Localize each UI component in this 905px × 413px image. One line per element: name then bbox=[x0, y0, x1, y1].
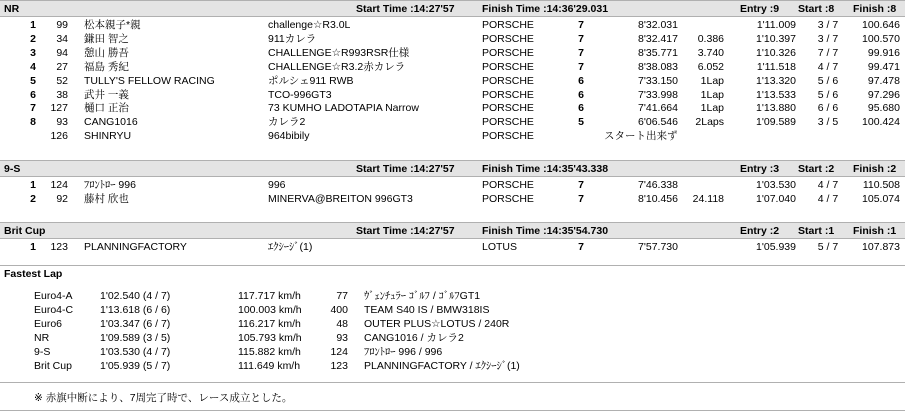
cell-maker: PORSCHE bbox=[482, 32, 534, 45]
finish-count: Finish :1 bbox=[853, 225, 897, 237]
fastest-who: ｳﾞｪﾝﾁｭﾗｰ ｺﾞﾙﾌ / ｺﾞﾙﾌGT1 bbox=[364, 290, 481, 302]
cell-car: 996 bbox=[268, 179, 286, 191]
cell-driver: PLANNINGFACTORY bbox=[84, 241, 187, 253]
fastest-lap-row bbox=[0, 290, 905, 303]
fastest-lap-header bbox=[0, 265, 905, 282]
cell-no: 126 bbox=[50, 130, 68, 143]
cell-car: CHALLENGE☆R993RSR仕様 bbox=[268, 46, 410, 59]
cell-pos: 2 bbox=[30, 32, 36, 45]
fastest-lap-row bbox=[0, 360, 905, 373]
cell-bl: 6 / 6 bbox=[817, 102, 839, 115]
cell-maker: PORSCHE bbox=[482, 19, 534, 31]
cell-maker: LOTUS bbox=[482, 241, 518, 253]
cell-spd: 100.646 bbox=[862, 19, 900, 31]
cell-driver: ﾌﾛﾝﾄﾛｰ 996 bbox=[84, 179, 136, 191]
cell-car: MINERVA@BREITON 996GT3 bbox=[268, 192, 413, 205]
cell-best: 1'13.533 bbox=[756, 88, 796, 101]
entry-count: Entry :2 bbox=[740, 225, 780, 237]
fastest-kmh: 116.217 km/h bbox=[238, 318, 301, 330]
start-time: Start Time :14:27'57 bbox=[356, 163, 455, 175]
cell-spd: 95.680 bbox=[867, 102, 900, 115]
cell-car: challenge☆R3.0L bbox=[268, 19, 351, 31]
cell-best: 1'07.040 bbox=[756, 192, 796, 205]
fastest-who: PLANNINGFACTORY / ｴｸｼｰｼﾞ(1) bbox=[364, 360, 520, 372]
fastest-who: OUTER PLUS☆LOTUS / 240R bbox=[364, 318, 510, 330]
fastest-no: 93 bbox=[336, 332, 348, 344]
divider-line bbox=[0, 382, 905, 383]
cell-car: ポルシェ911 RWB bbox=[268, 74, 354, 87]
cell-car: ｴｸｼｰｼﾞ(1) bbox=[268, 241, 313, 253]
finish-time: Finish Time :14:35'54.730 bbox=[482, 225, 609, 237]
fastest-who: ﾌﾛﾝﾄﾛｰ 996 / 996 bbox=[364, 346, 443, 358]
cell-maker: PORSCHE bbox=[482, 46, 534, 59]
fastest-kmh: 117.717 km/h bbox=[238, 290, 301, 302]
start-count: Start :1 bbox=[798, 225, 835, 237]
fastest-lap-row bbox=[0, 332, 905, 345]
cell-maker: PORSCHE bbox=[482, 60, 534, 73]
cell-gap: 24.118 bbox=[692, 192, 724, 205]
cell-no: 94 bbox=[56, 46, 68, 59]
cell-time: 7'57.730 bbox=[638, 241, 678, 253]
fastest-kmh: 111.649 km/h bbox=[238, 360, 301, 372]
section-header-2 bbox=[0, 222, 905, 239]
cell-no: 127 bbox=[50, 102, 68, 115]
cell-time: 8'35.771 bbox=[638, 46, 678, 59]
cell-maker: PORSCHE bbox=[482, 179, 534, 191]
fastest-lap-title: Fastest Lap bbox=[4, 268, 63, 280]
cell-best: 1'11.518 bbox=[756, 60, 796, 73]
cell-no: 27 bbox=[56, 60, 68, 73]
cell-no: 38 bbox=[56, 88, 68, 101]
class-name: NR bbox=[4, 3, 20, 15]
cell-bl: 5 / 6 bbox=[817, 88, 839, 101]
cell-spd: 105.074 bbox=[862, 192, 900, 205]
cell-maker: PORSCHE bbox=[482, 88, 534, 101]
fastest-lap-row bbox=[0, 304, 905, 317]
cell-no: 52 bbox=[56, 74, 68, 87]
fastest-lap: 1'05.939 (5 / 7) bbox=[100, 360, 171, 372]
fastest-kmh: 105.793 km/h bbox=[238, 332, 302, 344]
finish-count: Finish :2 bbox=[853, 163, 897, 175]
cell-no: 123 bbox=[50, 241, 68, 253]
cell-best: 1'03.530 bbox=[756, 179, 796, 191]
cell-pos: 1 bbox=[30, 179, 36, 191]
fastest-lap: 1'03.530 (4 / 7) bbox=[100, 346, 171, 358]
entry-count: Entry :9 bbox=[740, 3, 780, 15]
cell-driver: 藤村 欣也 bbox=[84, 192, 129, 205]
footnote-text: ※ 赤旗中断により、7周完了時で、レース成立とした。 bbox=[34, 392, 293, 404]
cell-spd: 110.508 bbox=[862, 179, 900, 191]
cell-spd: 100.570 bbox=[862, 32, 900, 45]
cell-driver: 松本親子*親 bbox=[84, 19, 141, 31]
cell-laps: 7 bbox=[578, 19, 584, 31]
cell-pos: 2 bbox=[30, 192, 36, 205]
fastest-lap: 1'13.618 (6 / 6) bbox=[100, 304, 171, 316]
fastest-cls: NR bbox=[34, 332, 50, 344]
finish-time: Finish Time :14:35'43.338 bbox=[482, 163, 609, 175]
fastest-cls: Brit Cup bbox=[34, 360, 72, 372]
cell-time: スタート出来ず bbox=[604, 130, 678, 143]
fastest-no: 77 bbox=[336, 290, 348, 302]
cell-car: CHALLENGE☆R3.2赤カレラ bbox=[268, 60, 406, 73]
cell-pos: 6 bbox=[30, 88, 36, 101]
cell-laps: 6 bbox=[578, 102, 584, 115]
cell-best: 1'13.320 bbox=[756, 74, 796, 87]
cell-best: 1'10.326 bbox=[756, 46, 796, 59]
cell-laps: 7 bbox=[578, 179, 584, 191]
start-time: Start Time :14:27'57 bbox=[356, 225, 455, 237]
cell-no: 92 bbox=[56, 192, 68, 205]
class-name: Brit Cup bbox=[4, 225, 46, 237]
start-count: Start :2 bbox=[798, 163, 835, 175]
cell-maker: PORSCHE bbox=[482, 192, 534, 205]
table-row bbox=[0, 179, 905, 192]
fastest-no: 123 bbox=[330, 360, 348, 372]
cell-gap: 1Lap bbox=[700, 74, 724, 87]
cell-no: 124 bbox=[50, 179, 68, 191]
cell-laps: 6 bbox=[578, 88, 584, 101]
finish-count: Finish :8 bbox=[853, 3, 897, 15]
fastest-lap: 1'02.540 (4 / 7) bbox=[100, 290, 171, 302]
cell-driver: 樋口 正治 bbox=[84, 102, 129, 115]
table-row bbox=[0, 33, 905, 46]
cell-time: 8'10.456 bbox=[638, 192, 678, 205]
cell-driver: SHINRYU bbox=[84, 130, 132, 143]
fastest-cls: Euro6 bbox=[34, 318, 63, 330]
cell-laps: 7 bbox=[578, 192, 584, 205]
fastest-who: CANG1016 / カレラ2 bbox=[364, 332, 464, 344]
cell-gap: 3.740 bbox=[697, 46, 724, 59]
fastest-cls: Euro4-A bbox=[34, 290, 73, 302]
cell-time: 7'33.150 bbox=[638, 74, 678, 87]
class-name: 9-S bbox=[4, 163, 21, 175]
fastest-cls: 9-S bbox=[34, 346, 51, 358]
table-row bbox=[0, 75, 905, 88]
fastest-no: 48 bbox=[336, 318, 348, 330]
start-time: Start Time :14:27'57 bbox=[356, 3, 455, 15]
cell-car: 964bibily bbox=[268, 130, 310, 143]
cell-car: カレラ2 bbox=[268, 116, 306, 129]
table-row bbox=[0, 193, 905, 206]
cell-time: 6'06.546 bbox=[638, 116, 678, 129]
cell-time: 8'32.031 bbox=[638, 19, 678, 31]
cell-time: 8'38.083 bbox=[638, 60, 678, 73]
table-row bbox=[0, 241, 905, 254]
finish-time: Finish Time :14:36'29.031 bbox=[482, 3, 609, 15]
cell-driver: 武井 一義 bbox=[84, 88, 129, 101]
cell-laps: 7 bbox=[578, 241, 584, 253]
cell-driver: 福島 秀紀 bbox=[84, 60, 129, 73]
cell-maker: PORSCHE bbox=[482, 116, 534, 129]
cell-no: 93 bbox=[56, 116, 68, 129]
cell-pos: 7 bbox=[30, 102, 36, 115]
fastest-who: TEAM S40 IS / BMW318IS bbox=[364, 304, 490, 316]
cell-best: 1'13.880 bbox=[756, 102, 796, 115]
cell-time: 7'41.664 bbox=[638, 102, 678, 115]
cell-spd: 99.471 bbox=[867, 60, 900, 73]
table-row bbox=[0, 61, 905, 74]
cell-bl: 4 / 7 bbox=[817, 60, 839, 73]
fastest-cls: Euro4-C bbox=[34, 304, 74, 316]
fastest-lap: 1'09.589 (3 / 5) bbox=[100, 332, 171, 344]
cell-bl: 5 / 7 bbox=[817, 241, 839, 253]
cell-maker: PORSCHE bbox=[482, 74, 534, 87]
fastest-lap-row bbox=[0, 318, 905, 331]
cell-maker: PORSCHE bbox=[482, 130, 534, 143]
cell-driver: 憩山 勝吾 bbox=[84, 46, 129, 59]
cell-maker: PORSCHE bbox=[482, 102, 534, 115]
cell-bl: 3 / 5 bbox=[817, 116, 839, 129]
fastest-no: 400 bbox=[330, 304, 348, 316]
cell-driver: 鎌田 智之 bbox=[84, 32, 129, 45]
cell-bl: 3 / 7 bbox=[817, 19, 839, 31]
fastest-lap: 1'03.347 (6 / 7) bbox=[100, 318, 171, 330]
cell-laps: 7 bbox=[578, 60, 584, 73]
cell-pos: 3 bbox=[30, 46, 36, 59]
cell-spd: 107.873 bbox=[862, 241, 900, 253]
cell-driver: CANG1016 bbox=[84, 116, 138, 129]
cell-pos: 5 bbox=[30, 74, 36, 87]
cell-pos: 4 bbox=[30, 60, 36, 73]
cell-laps: 5 bbox=[578, 116, 584, 129]
cell-driver: TULLY'S FELLOW RACING bbox=[84, 74, 215, 87]
cell-gap: 2Laps bbox=[695, 116, 724, 129]
cell-bl: 3 / 7 bbox=[817, 32, 839, 45]
table-row bbox=[0, 19, 905, 32]
table-row bbox=[0, 102, 905, 115]
cell-time: 7'46.338 bbox=[638, 179, 678, 191]
fastest-lap-row bbox=[0, 346, 905, 359]
cell-best: 1'11.009 bbox=[756, 19, 796, 31]
cell-laps: 7 bbox=[578, 32, 584, 45]
cell-bl: 4 / 7 bbox=[817, 192, 839, 205]
start-count: Start :8 bbox=[798, 3, 835, 15]
table-row bbox=[0, 116, 905, 129]
footnote bbox=[0, 392, 905, 405]
cell-spd: 99.916 bbox=[867, 46, 900, 59]
cell-spd: 97.296 bbox=[867, 88, 900, 101]
cell-best: 1'05.939 bbox=[756, 241, 796, 253]
cell-pos: 8 bbox=[30, 116, 36, 129]
divider-line bbox=[0, 410, 905, 411]
cell-bl: 4 / 7 bbox=[817, 179, 839, 191]
cell-gap: 1Lap bbox=[700, 102, 724, 115]
table-row bbox=[0, 47, 905, 60]
cell-bl: 7 / 7 bbox=[817, 46, 839, 59]
cell-pos: 1 bbox=[30, 19, 36, 31]
fastest-kmh: 100.003 km/h bbox=[238, 304, 302, 316]
section-header-1 bbox=[0, 160, 905, 177]
cell-laps: 6 bbox=[578, 74, 584, 87]
cell-spd: 97.478 bbox=[867, 74, 900, 87]
cell-car: 911カレラ bbox=[268, 32, 317, 45]
cell-gap: 1Lap bbox=[700, 88, 724, 101]
cell-spd: 100.424 bbox=[862, 116, 900, 129]
cell-car: TCO-996GT3 bbox=[268, 88, 332, 101]
fastest-kmh: 115.882 km/h bbox=[238, 346, 301, 358]
cell-car: 73 KUMHO LADOTAPIA Narrow bbox=[268, 102, 419, 115]
cell-bl: 5 / 6 bbox=[817, 74, 839, 87]
cell-gap: 6.052 bbox=[697, 60, 724, 73]
cell-no: 34 bbox=[56, 32, 68, 45]
table-row bbox=[0, 130, 905, 143]
cell-time: 7'33.998 bbox=[638, 88, 678, 101]
cell-pos: 1 bbox=[30, 241, 36, 253]
cell-laps: 7 bbox=[578, 46, 584, 59]
cell-time: 8'32.417 bbox=[638, 32, 678, 45]
entry-count: Entry :3 bbox=[740, 163, 780, 175]
fastest-no: 124 bbox=[330, 346, 348, 358]
cell-best: 1'10.397 bbox=[756, 32, 796, 45]
cell-gap: 0.386 bbox=[697, 32, 724, 45]
section-header-0 bbox=[0, 0, 905, 17]
table-row bbox=[0, 89, 905, 102]
cell-best: 1'09.589 bbox=[756, 116, 796, 129]
cell-no: 99 bbox=[56, 19, 68, 31]
